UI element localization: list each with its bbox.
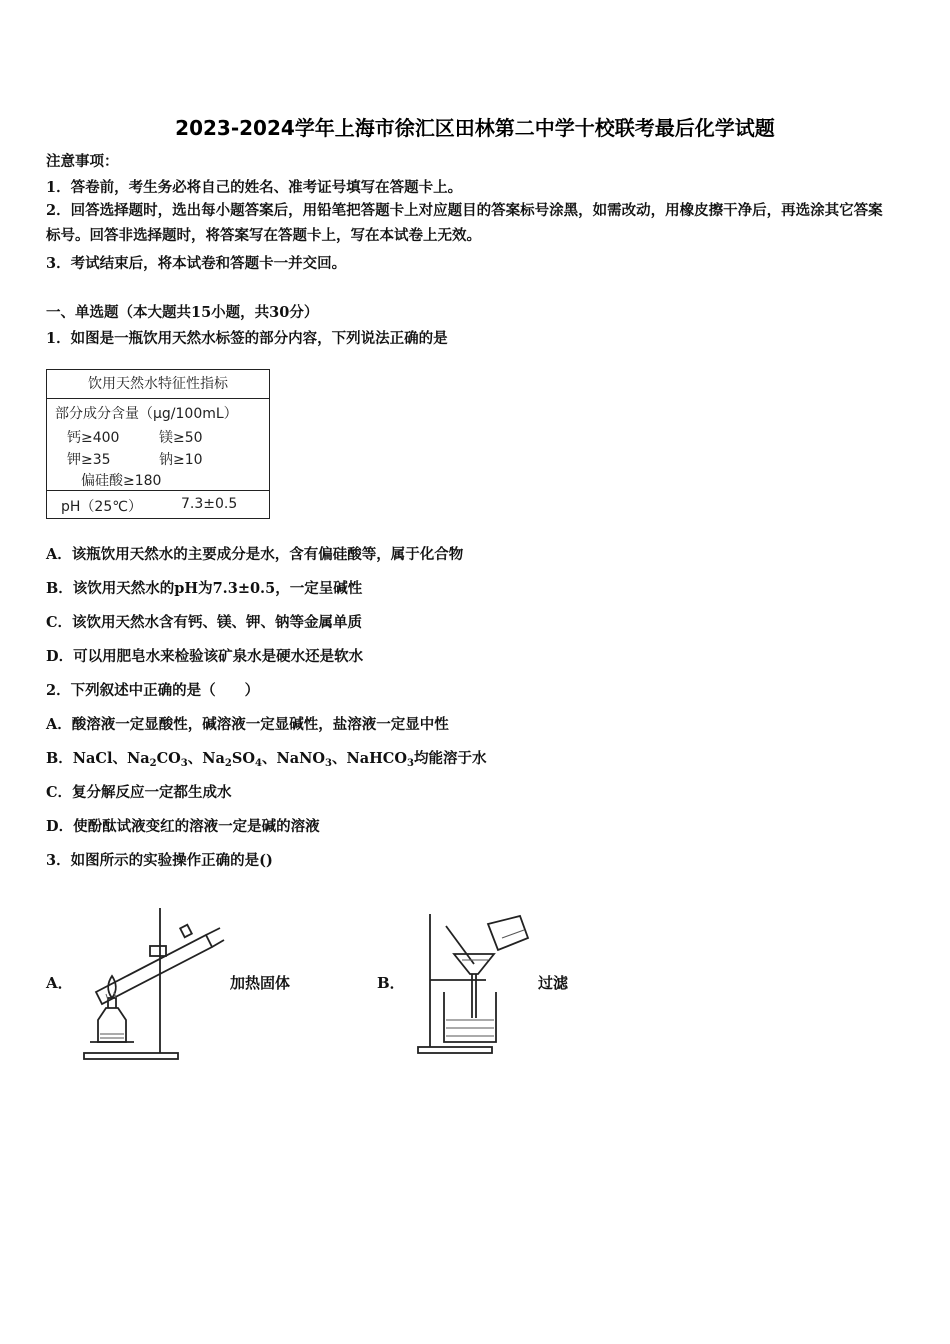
page-title: 2023-2024学年上海市徐汇区田林第二中学十校联考最后化学试题: [175, 116, 775, 140]
water-label-header: 饮用天然水特征性指标: [47, 370, 269, 399]
question-3-option-a-caption: 加热固体: [230, 974, 291, 992]
water-label-table: [46, 369, 270, 519]
water-label-potassium: 钾≥35: [67, 452, 111, 468]
question-1-option-b: B．该饮用天然水的pH为7.3±0.5，一定呈碱性: [46, 580, 363, 597]
water-label-silicic-acid: 偏硅酸≥180: [81, 473, 162, 489]
question-2-stem: 2．下列叙述中正确的是（ ）: [46, 682, 260, 699]
filtration-apparatus-diagram: [412, 890, 536, 1060]
question-3-option-a-letter: A．: [46, 974, 73, 992]
heating-solid-apparatus-diagram: [78, 902, 228, 1064]
section-heading: 一、单选题（本大题共15小题，共30分）: [46, 304, 319, 321]
question-1-option-a: A．该瓶饮用天然水的主要成分是水，含有偏硅酸等，属于化合物: [46, 546, 464, 563]
question-3-option-b-caption: 过滤: [538, 974, 569, 992]
question-1-option-d: D．可以用肥皂水来检验该矿泉水是硬水还是软水: [46, 648, 364, 665]
notice-item-2: 2．回答选择题时，选出每小题答案后，用铅笔把答题卡上对应题目的答案标号涂黑，如需改动，用橡皮擦干净后，再选涂其它答案标号。回答非选择题时，将答案写在答题卡上，写在本试卷上无效。: [46, 202, 883, 244]
notice-item-1: 1．答卷前，考生务必将自己的姓名、准考证号填写在答题卡上。: [46, 179, 463, 196]
water-label-calcium: 钙≥400: [67, 430, 120, 446]
question-2-option-a: A．酸溶液一定显酸性，碱溶液一定显碱性，盐溶液一定显中性: [46, 716, 449, 733]
question-1-stem: 1．如图是一瓶饮用天然水标签的部分内容，下列说法正确的是: [46, 330, 448, 347]
water-label-subheader: 部分成分含量（μg/100mL）: [55, 406, 238, 422]
water-label-ph-value: 7.3±0.5: [181, 496, 238, 512]
question-2-option-c: C．复分解反应一定都生成水: [46, 784, 232, 801]
notice-heading: 注意事项：: [46, 153, 119, 170]
question-3-option-b-letter: B．: [377, 974, 405, 992]
notice-item-3: 3．考试结束后，将本试卷和答题卡一并交回。: [46, 255, 347, 272]
question-2-option-d: D．使酚酞试液变红的溶液一定是碱的溶液: [46, 818, 320, 835]
question-3-stem: 3．如图所示的实验操作正确的是(): [46, 852, 273, 869]
water-label-magnesium: 镁≥50: [159, 430, 203, 446]
water-label-ph-row: [47, 490, 269, 518]
water-label-sodium: 钠≥10: [159, 452, 203, 468]
water-label-ph-label: pH（25℃）: [61, 499, 142, 515]
question-2-option-b: B．NaCl、$Na_2CO_3$、$Na_2SO_4$、NaNO$_3$、NaHCO$_3$均能溶于水: [46, 750, 487, 769]
question-1-option-c: C．该饮用天然水含有钙、镁、钾、钠等金属单质: [46, 614, 363, 631]
